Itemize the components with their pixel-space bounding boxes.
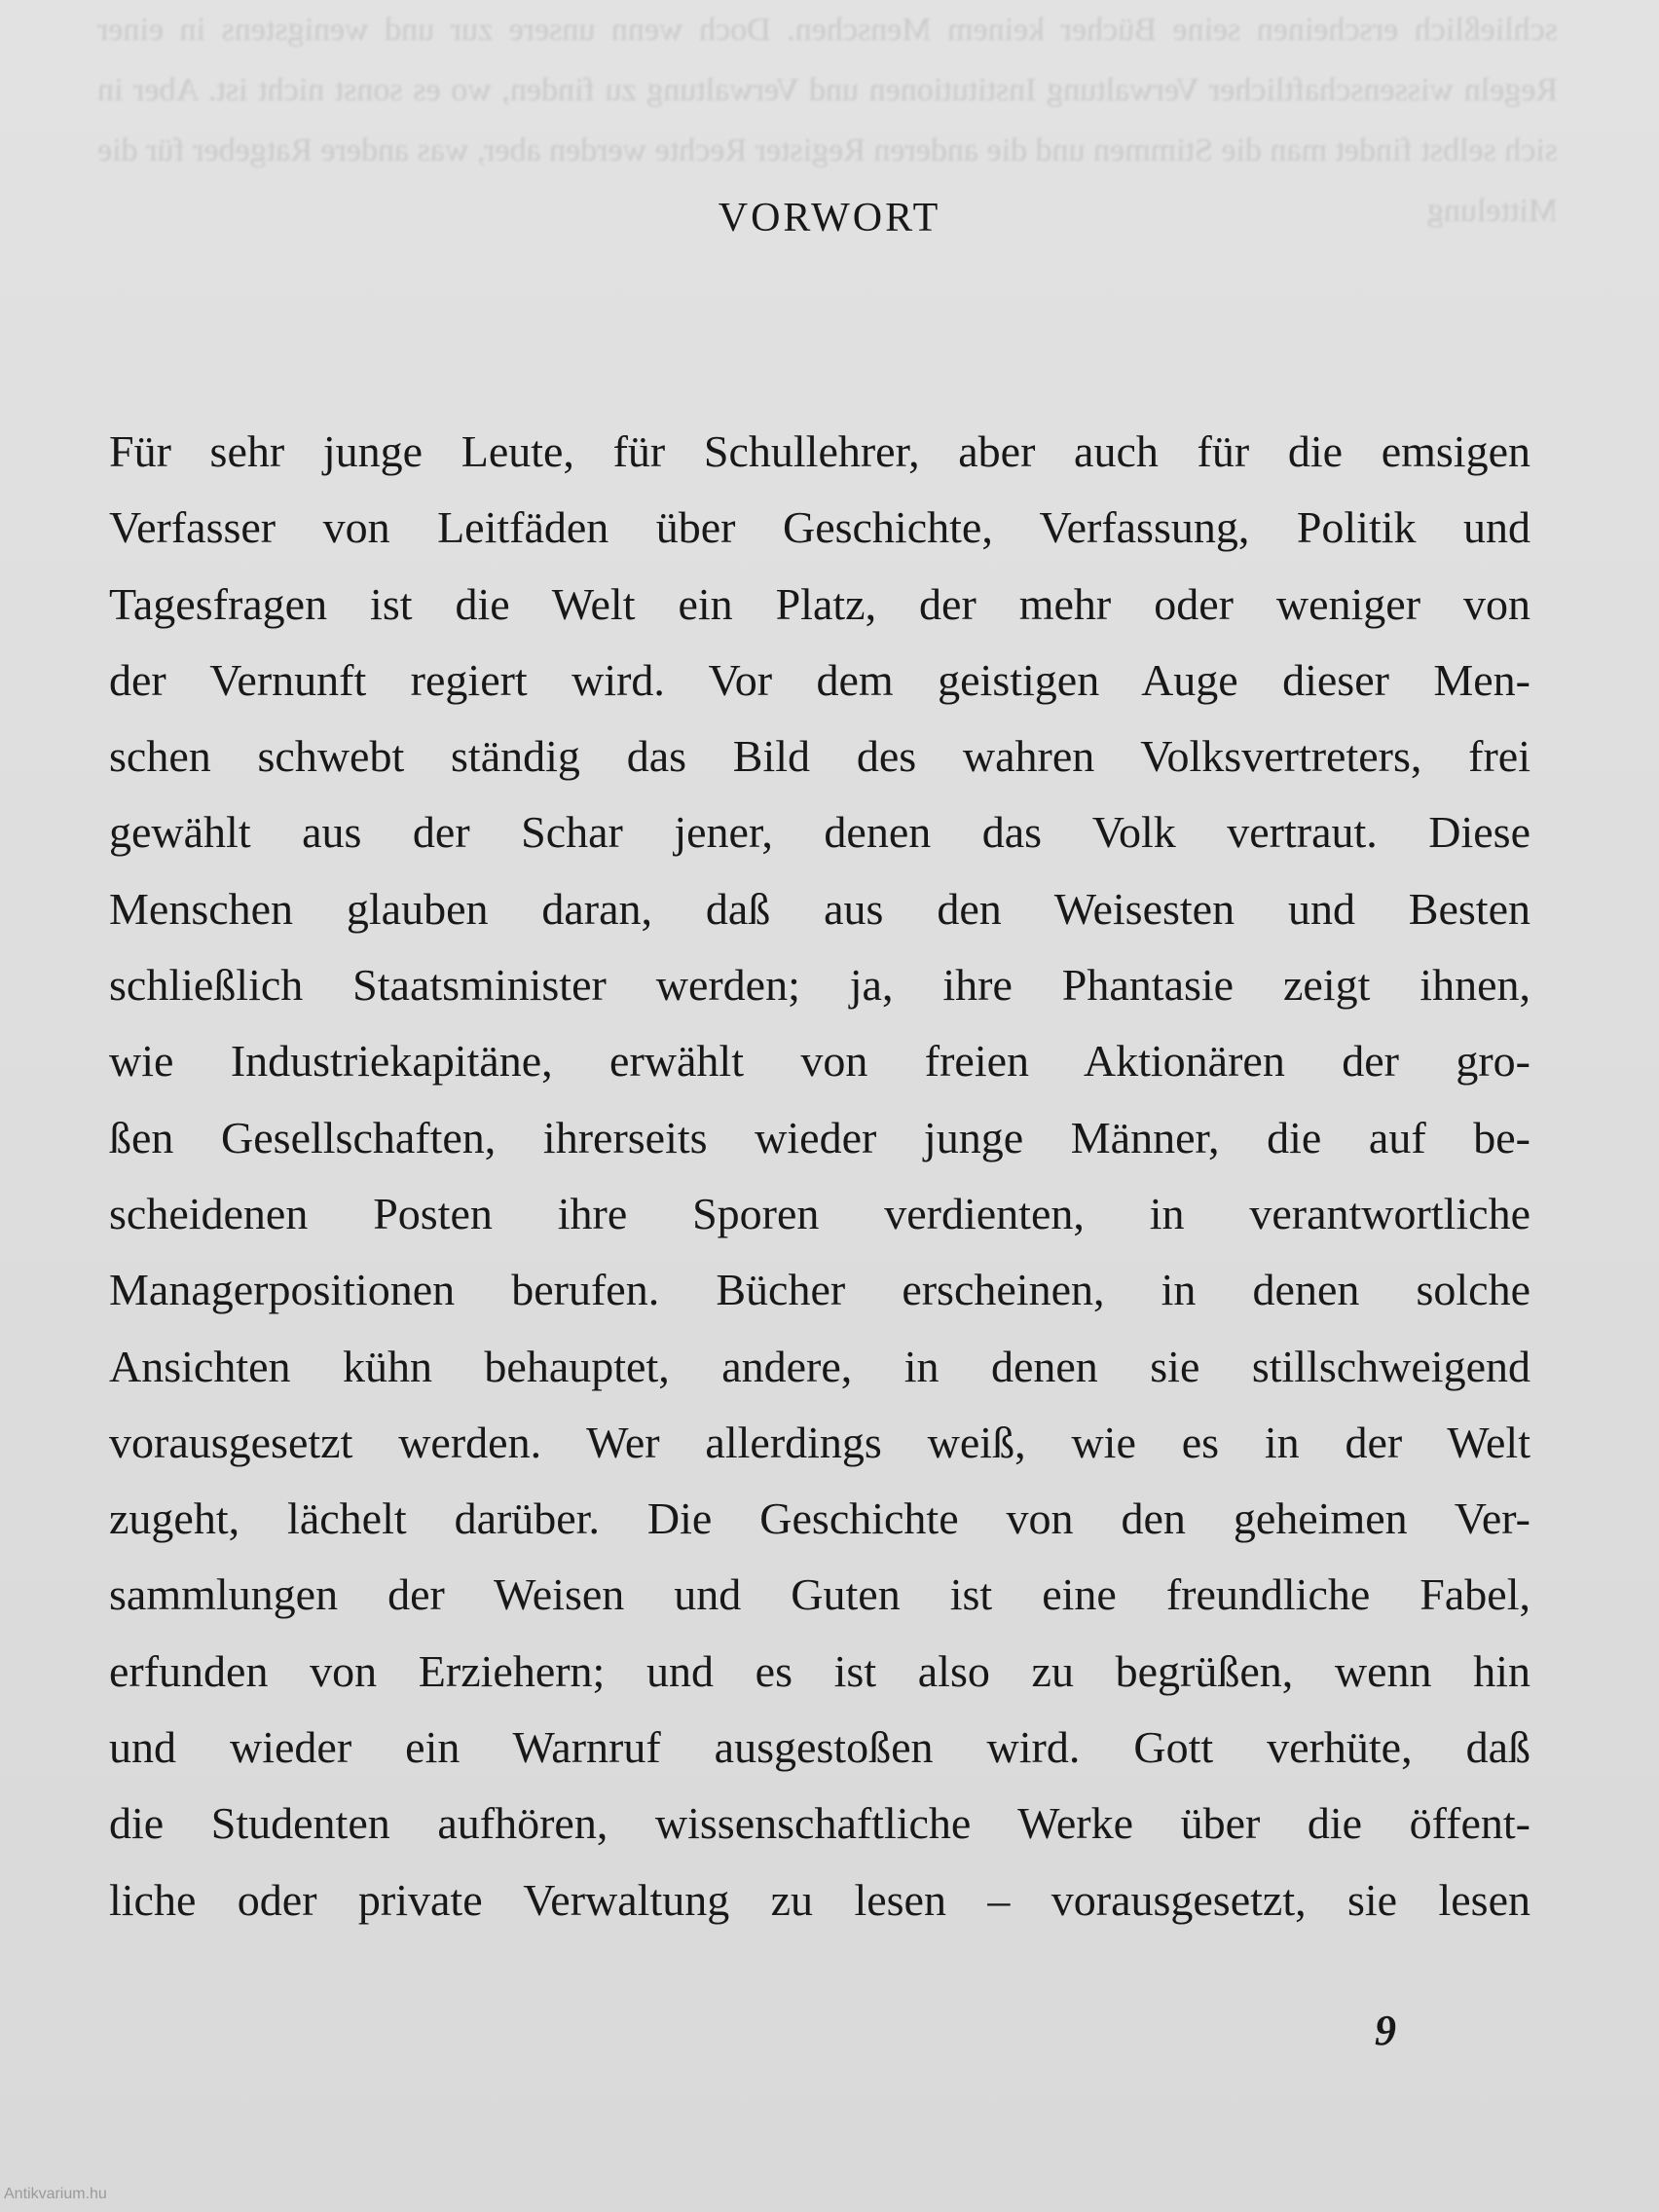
text-line: Verfasser von Leitfäden über Geschichte, Verfassung, Politik und	[109, 502, 1530, 553]
chapter-heading: VORWORT	[718, 196, 941, 240]
text-line: Managerpositionen berufen. Bücher erscheinen, in denen solche	[109, 1265, 1530, 1315]
text-line: vorausgesetzt werden. Wer allerdings weiß, wie es in der Welt	[109, 1417, 1530, 1467]
text-line: Für sehr junge Leute, für Schullehrer, aber auch für die emsigen	[109, 426, 1530, 476]
bleed-through-text: schließlich erscheinen seine Bücher keinem Menschen. Doch wenn unsere zur und wenigstens in einer Regeln wissenschaftlicher Verwaltung Institutionen und Verwaltung zu finden, wo es sonst nicht ist. Aber in sich selbst findet man die Stimmen und die anderen Register Rechte werden aber, was andere Ratgeber für die Mittelung	[97, 12, 1558, 229]
page-number: 9	[1375, 2007, 1396, 2054]
text-line: Tagesfragen ist die Welt ein Platz, der mehr oder weniger von	[109, 578, 1530, 629]
body-text	[109, 414, 1530, 1938]
text-line: zugeht, lächelt darüber. Die Geschichte von den geheimen Ver-	[109, 1493, 1530, 1544]
text-line: schließlich Staatsminister werden; ja, ihre Phantasie zeigt ihnen,	[109, 960, 1530, 1011]
text-line: scheidenen Posten ihre Sporen verdienten, in verantwortliche	[109, 1188, 1530, 1238]
text-line: der Vernunft regiert wird. Vor dem geistigen Auge dieser Men-	[109, 654, 1530, 705]
text-line: die Studenten aufhören, wissenschaftliche Werke über die öffent-	[109, 1798, 1530, 1849]
text-line: erfunden von Erziehern; und es ist also zu begrüßen, wenn hin	[109, 1645, 1530, 1696]
text-line: gewählt aus der Schar jener, denen das Volk vertraut. Diese	[109, 807, 1530, 858]
text-line: schen schwebt ständig das Bild des wahren Volksvertreters, frei	[109, 731, 1530, 782]
text-line: liche oder private Verwaltung zu lesen – vorausgesetzt, sie lesen	[109, 1874, 1530, 1925]
text-line: Menschen glauben daran, daß aus den Weisesten und Besten	[109, 883, 1530, 934]
text-line: wie Industriekapitäne, erwählt von freien Aktionären der gro-	[109, 1036, 1530, 1087]
text-line: ßen Gesellschaften, ihrerseits wieder junge Männer, die auf be-	[109, 1112, 1530, 1162]
watermark: Antikvarium.hu	[4, 2186, 107, 2202]
text-line: und wieder ein Warnruf ausgestoßen wird. Gott verhüte, daß	[109, 1722, 1530, 1773]
text-line: sammlungen der Weisen und Guten ist eine freundliche Fabel,	[109, 1569, 1530, 1620]
text-line: Ansichten kühn behauptet, andere, in denen sie stillschweigend	[109, 1341, 1530, 1391]
